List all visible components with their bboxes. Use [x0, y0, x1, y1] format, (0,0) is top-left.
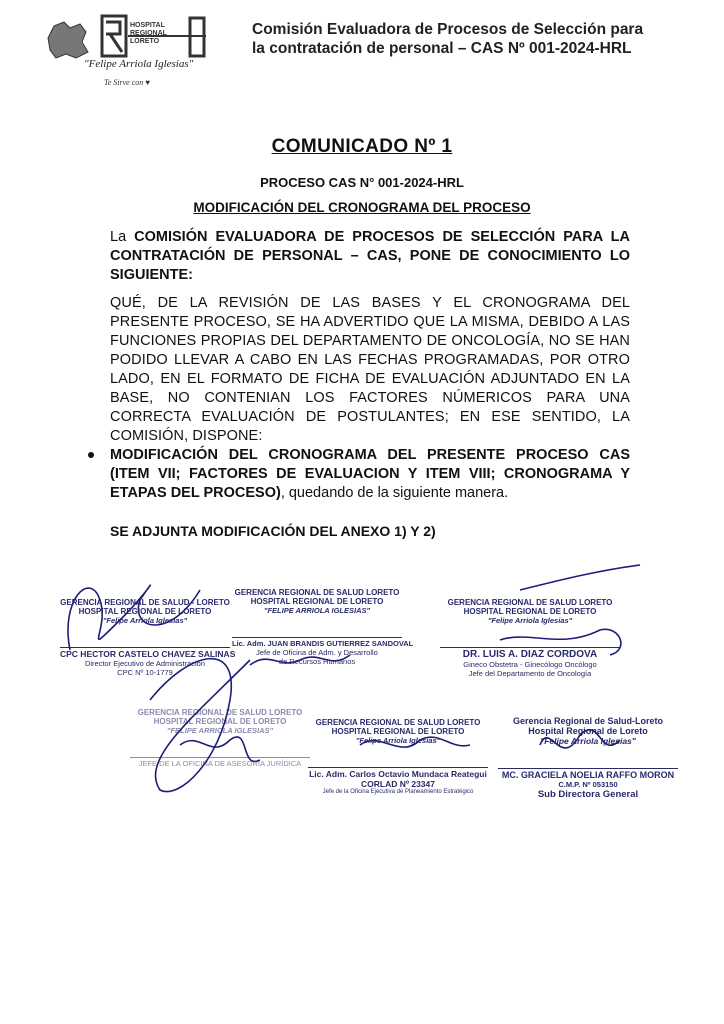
- stamp-line: Hospital Regional de Loreto: [528, 726, 648, 736]
- signer-name: DR. LUIS A. DIAZ CORDOVA: [440, 647, 620, 660]
- signer-name: CPC HECTOR CASTELO CHAVEZ SALINAS: [60, 649, 236, 659]
- stamp-line: HOSPITAL REGIONAL DE LORETO: [331, 727, 465, 736]
- intro-bold: COMISIÓN EVALUADORA DE PROCESOS DE SELECCIÓN PARA LA CONTRATACIÓN DE PERSONAL – CAS, PONE DE CONOCIMIENTO LO SIGUIENTE:: [110, 229, 630, 283]
- stamp-line: HOSPITAL REGIONAL DE LORETO: [250, 597, 384, 606]
- logo-tagline: "Felipe Arriola Iglesias": [84, 58, 194, 70]
- stamp-line: GERENCIA REGIONAL DE SALUD LORETO: [315, 718, 481, 727]
- stamp-line: Gerencia Regional de Salud-Loreto: [512, 716, 664, 726]
- stamp-line: "Felipe Arriola Iglesias": [487, 616, 573, 625]
- section-heading: MODIFICACIÓN DEL CRONOGRAMA DEL PROCESO: [193, 200, 531, 215]
- document-title: COMUNICADO Nº 1: [271, 136, 453, 157]
- header-title-line1: Comisión Evaluadora de Procesos de Selección para: [252, 21, 644, 38]
- signer-role: Gineco Obstetra - Ginecólogo Oncólogo: [463, 660, 597, 669]
- body-paragraph: QUÉ, DE LA REVISIÓN DE LAS BASES Y EL CRONOGRAMA DEL PRESENTE PROCESO, SE HA ADVERTIDO QUE LA MISMA, DEBIDO A LAS FUNCIONES PROPIAS DEL DEPARTAMENTO DE ONCOLOGÍA, NO SE HAN PODIDO LLEVAR A CABO EN LAS FECHAS PROGRAMADAS, POR OTRO LADO, EN EL FORMATO DE FICHA DE EVALUACIÓN ADJUNTADO EN LA BASE, NO CONTENIAN LOS FACTORES NÚMERICOS PARA UNA CORRECTA EVALUACIÓN DE POSTULANTES; EN ESE SENTIDO, LA COMISIÓN, DISPONE:: [110, 295, 630, 444]
- header-title-line2: la contratación de personal – CAS Nº 001-2024-HRL: [252, 40, 632, 57]
- stamp-line: HOSPITAL REGIONAL DE LORETO: [463, 607, 597, 616]
- stamp-line: "Felipe Arriola Iglesias": [355, 736, 441, 745]
- process-subtitle: PROCESO CAS N° 001-2024-HRL: [260, 175, 464, 190]
- signer-role: JEFE DE LA OFICINA DE ASESORÍA JURÍDICA: [138, 759, 302, 768]
- signer-role: Jefe de la Oficina Ejecutiva de Planeamiento Estratégico: [322, 789, 474, 795]
- signer-name: Lic. Adm. Carlos Octavio Mundaca Reategui: [309, 769, 487, 779]
- logo-slogan: Te Sirve con ♥: [104, 78, 151, 87]
- stamp-line: GERENCIA REGIONAL DE SALUD LORETO: [447, 598, 613, 607]
- signer-reg: de Recursos Humanos: [278, 657, 356, 666]
- attachment-note: SE ADJUNTA MODIFICACIÓN DEL ANEXO 1) Y 2): [110, 523, 436, 539]
- stamp-line: GERENCIA REGIONAL DE SALUD LORETO: [234, 588, 400, 597]
- intro-lead: La: [110, 229, 127, 245]
- bullet-bold: MODIFICACIÓN DEL CRONOGRAMA DEL PRESENTE PROCESO CAS (ITEM VII; FACTORES DE EVALUACION Y ITEM VIII; CRONOGRAMA Y ETAPAS DEL PROCESO): [110, 447, 630, 501]
- signer-reg: CORLAD Nº 23347: [361, 779, 435, 789]
- bullet-rest: , quedando de la siguiente manera.: [280, 485, 509, 501]
- signer-role: Jefe de Oficina de Adm. y Desarrollo: [256, 648, 378, 657]
- signer-reg: Jefe del Departamento de Oncología: [468, 669, 592, 678]
- stamp-line: GERENCIA REGIONAL DE SALUD - LORETO: [60, 598, 230, 607]
- signer-role: Sub Directora General: [537, 789, 639, 800]
- stamp-line: "FELIPE ARRIOLA IGLESIAS": [166, 726, 274, 735]
- signer-name: MC. GRACIELA NOELIA RAFFO MORON: [498, 768, 678, 780]
- signer-name: Lic. Adm. JUAN BRANDIS GUTIERREZ SANDOVAL: [232, 639, 414, 648]
- signer-role: Director Ejecutivo de Administración: [84, 659, 206, 668]
- stamp-line: HOSPITAL REGIONAL DE LORETO: [78, 607, 212, 616]
- stamp-line: GERENCIA REGIONAL DE SALUD LORETO: [137, 708, 303, 717]
- stamp-line: "FELIPE ARRIOLA IGLESIAS": [263, 606, 371, 615]
- stamp-line: "Felipe Arriola Iglesias": [540, 736, 636, 746]
- heart-icon: ♥: [145, 78, 151, 87]
- stamp-line: HOSPITAL REGIONAL DE LORETO: [153, 717, 287, 726]
- signer-reg: CPC Nº 10-1779: [117, 668, 173, 677]
- stamp-line: "Felipe Arriola Iglesias": [102, 616, 188, 625]
- signer-reg: C.M.P. Nº 053150: [558, 780, 618, 789]
- logo-text: HOSPITAL REGIONAL LORETO: [130, 22, 167, 45]
